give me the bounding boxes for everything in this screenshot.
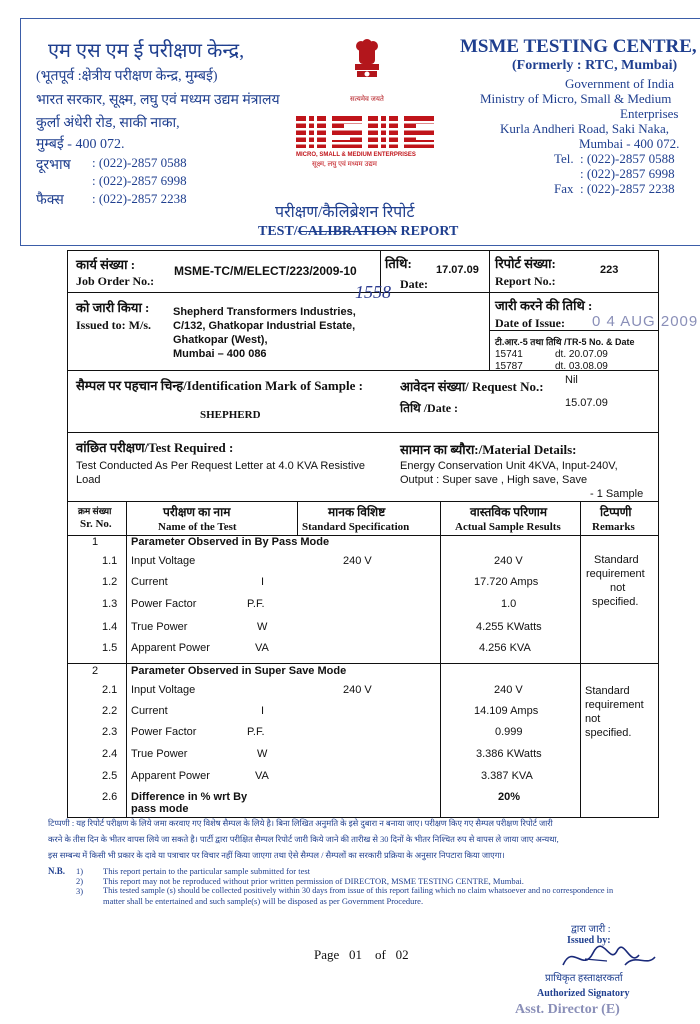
hindi-org-name: एम एस एम ई परीक्षण केन्द्र, (48, 40, 245, 62)
table-row-unit: VA (255, 642, 269, 654)
handwritten-number: 1558 (355, 282, 391, 302)
hindi-fax-label: फैक्स (36, 193, 64, 208)
table-row-result: 1.0 (501, 598, 517, 610)
hindi-phone-label: दूरभाष (36, 158, 71, 173)
table-row-name-cont: pass mode (131, 803, 189, 815)
hindi-phone-1: : (022)-2857 0588 (92, 155, 187, 170)
section-2-remark-3: not (585, 713, 601, 725)
table-row-result: 17.720 Amps (474, 576, 539, 588)
request-date-label: तिथि /Date : (400, 401, 459, 415)
english-govt: Government of India (565, 76, 675, 91)
english-address: Kurla Andheri Road, Saki Naka, (500, 121, 669, 136)
th-remarks-hi: टिप्पणी (600, 505, 632, 519)
th-spec-en: Standard Specification (302, 521, 410, 533)
request-label: आवेदन संख्या/ Request No.: (400, 379, 544, 394)
table-row-name: True Power (131, 621, 188, 633)
table-row-sr: 1.5 (102, 642, 118, 654)
hindi-ministry: भारत सरकार, सूक्ष्म, लघु एवं मध्यम उद्यम मंत्रालय (36, 93, 280, 108)
section-2-remark-4: specified. (585, 727, 632, 739)
table-row-sr: 2.5 (102, 770, 118, 782)
table-row-unit: P.F. (247, 726, 265, 738)
table-row-sr: 1.1 (102, 555, 118, 567)
table-row-name: Power Factor (131, 598, 197, 610)
tel-label: Tel. (554, 151, 574, 166)
table-row-sr: 2.2 (102, 705, 118, 717)
table-row-name: True Power (131, 748, 188, 760)
hindi-note-3: इस सम्बन्ध में किसी भी प्रकार के दावे या पत्राचार पर विचार नहीं किया जाएगा तथा ऐसे सैम्पल / सैम्पलों का सरकारी प्रक्रिया के अनुसार निपटारा किया जाएगा। (48, 851, 505, 860)
material-samples: - 1 Sample (590, 488, 644, 500)
th-sr-hi: क्रम संख्या (78, 506, 112, 516)
table-row-unit: I (261, 576, 265, 588)
designation-stamp: Asst. Director (E) (515, 1002, 620, 1017)
issued-to-line-1: Shepherd Transformers Industries, (173, 306, 356, 318)
table-row-unit: W (257, 748, 268, 760)
report-title-hindi: परीक्षण/कैलिब्रेशन रिपोर्ट (275, 204, 415, 221)
th-result-en: Actual Sample Results (455, 521, 561, 533)
tel-2: : (022)-2857 6998 (580, 166, 675, 181)
th-name-hi: परीक्षण का नाम (163, 505, 231, 519)
hindi-address: कुर्ला अंधेरी रोड, साकी नाका, (36, 116, 180, 131)
issued-label-hi: को जारी किया : (76, 300, 150, 315)
note-1-number: 1) (76, 866, 84, 876)
fax-en: : (022)-2857 2238 (580, 181, 675, 196)
issued-to-line-2: C/132, Ghatkopar Industrial Estate, (173, 320, 356, 332)
request-value: Nil (565, 374, 578, 386)
fax-label: Fax (554, 181, 574, 196)
material-text-2: Output : Super save , High save, Save (400, 474, 588, 486)
material-text-1: Energy Conservation Unit 4KVA, Input-240V, (400, 460, 618, 472)
table-row-spec: 240 V (343, 684, 372, 696)
table-row-name: Input Voltage (131, 555, 196, 567)
section-2-title: Parameter Observed in Super Save Mode (131, 665, 347, 677)
english-formerly: (Formerly : RTC, Mumbai) (512, 58, 678, 73)
test-required-text-1: Test Conducted As Per Request Letter at 4.0 KVA Resistive (76, 460, 366, 472)
request-date: 15.07.09 (565, 397, 608, 409)
section-1-remark-4: specified. (592, 596, 639, 608)
table-row-name: Current (131, 705, 168, 717)
hindi-city: मुम्बई - 400 072. (36, 137, 125, 152)
national-emblem-icon (346, 38, 388, 94)
table-row-sr: 1.4 (102, 621, 118, 633)
msme-logo-icon (296, 116, 434, 150)
page-indicator: Page 01 of 02 (314, 947, 409, 962)
report-title-en: TEST/CALIBRATION REPORT (258, 224, 459, 239)
tel-1: : (022)-2857 0588 (580, 151, 675, 166)
th-sr-en: Sr. No. (80, 518, 112, 530)
issue-date-label-hi: जारी करने की तिथि : (495, 298, 593, 313)
authorized-signatory-hi: प्राधिकृत हस्ताक्षरकर्ता (545, 973, 623, 984)
date-label-hi: तिथि: (385, 256, 412, 271)
table-row-result: 20% (498, 791, 521, 803)
tr-number-1: 15741 (495, 349, 523, 360)
table-row-result: 14.109 Amps (474, 705, 539, 717)
hindi-phone-2: : (022)-2857 6998 (92, 173, 187, 188)
english-enterprises: Enterprises (620, 106, 679, 121)
th-remarks-en: Remarks (592, 521, 635, 533)
job-order-number: MSME-TC/M/ELECT/223/2009-10 (174, 264, 357, 278)
material-label: सामान का ब्यौरा:/Material Details: (400, 442, 577, 457)
section-2-number: 2 (92, 665, 99, 677)
table-row-result: 3.387 KVA (481, 770, 533, 782)
issue-date-label-en: Date of Issue: (495, 316, 565, 330)
table-row-unit: VA (255, 770, 269, 782)
table-row-unit: W (257, 621, 268, 633)
note-2-text: This report may not be reproduced without prior written permission of DIRECTOR, MSME TESTING CENTRE, Mumbai. (103, 876, 524, 886)
th-result-hi: वास्तविक परिणाम (470, 505, 548, 519)
table-row-name: Apparent Power (131, 770, 210, 782)
hindi-note-1: टिप्पणी : यह रिपोर्ट परीक्षण के लिये जमा करवाए गए विशेष सैम्पल के लिये है। बिना लिखित अनुमति के इसे दुबारा न बनाया जाए। परीक्षण किए गए सैम्पल परीक्षण रिपोर्ट जारी (48, 819, 553, 828)
emblem-caption: सत्यमेव जयते (350, 95, 384, 103)
test-required-label: वांछित परीक्षण/Test Required : (76, 440, 234, 455)
section-1-remark-3: not (610, 582, 626, 594)
table-row-result: 3.386 KWatts (476, 748, 542, 760)
issue-date-stamp: 0 4 AUG 2009 (592, 313, 699, 330)
test-required-text-2: Load (76, 474, 101, 486)
table-row-name: Apparent Power (131, 642, 210, 654)
table-row-result: 0.999 (495, 726, 523, 738)
logo-caption-hi: सूक्ष्म, लघु एवं मध्यम उद्यम (312, 160, 377, 168)
th-name-en: Name of the Test (158, 521, 237, 533)
table-row-sr: 2.6 (102, 791, 118, 803)
table-row-result: 240 V (494, 555, 523, 567)
note-3-text-cont: matter shall be entertained and such sample(s) will be disposed as per Government Procedure. (103, 896, 424, 906)
report-label-en: Report No.: (495, 274, 556, 288)
job-label-hi: कार्य संख्या : (76, 257, 136, 272)
section-2-remark-2: requirement (585, 699, 644, 711)
hindi-formerly: (भूतपूर्व :क्षेत्रीय परीक्षण केन्द्र, मुम्बई) (36, 69, 218, 84)
hindi-note-2: करने के तीस दिन के भीतर वापस लिये जा सकते है। पार्टी द्वारा परीक्षित सैम्पल रिपोर्ट जारी किये जाने की तारीख से 30 दिनों के भीतर निश्चित रुप से वापस ले जाया जाए अन्यथा, (48, 835, 559, 844)
date-label-en: Date: (400, 277, 428, 291)
table-row-result: 4.256 KVA (479, 642, 531, 654)
authorized-signatory-en: Authorized Signatory (537, 988, 630, 999)
tr-number-2: 15787 (495, 361, 523, 372)
issued-by-hi: द्वारा जारी : (571, 924, 611, 935)
job-date: 17.07.09 (436, 264, 479, 276)
table-row-spec: 240 V (343, 555, 372, 567)
english-org-name: MSME TESTING CENTRE, (460, 36, 697, 57)
issued-to-line-4: Mumbai – 400 086 (173, 348, 267, 360)
table-row-sr: 2.1 (102, 684, 118, 696)
english-city: Mumbai - 400 072. (579, 136, 680, 151)
table-row-name: Input Voltage (131, 684, 196, 696)
table-row-sr: 1.2 (102, 576, 118, 588)
note-2-number: 2) (76, 876, 84, 886)
logo-caption-en: MICRO, SMALL & MEDIUM ENTERPRISES (296, 152, 416, 158)
th-spec-hi: मानक विशिष्ट (328, 505, 386, 519)
report-label-hi: रिपोर्ट संख्या: (495, 256, 556, 271)
table-row-unit: P.F. (247, 598, 265, 610)
identification-value: SHEPHERD (200, 409, 261, 421)
section-1-remark-1: Standard (594, 554, 639, 566)
identification-label: सैम्पल पर पहचान चिन्ह/Identification Mark of Sample : (76, 378, 363, 393)
section-1-remark-2: requirement (586, 568, 645, 580)
hindi-fax: : (022)-2857 2238 (92, 191, 187, 206)
note-3-text: This tested sample (s) should be collected positively within 30 days from issue of this report failing which no claim whatsoever and no correspondence in (103, 886, 614, 895)
tr-date-1: dt. 20.07.09 (555, 349, 608, 360)
table-row-name: Power Factor (131, 726, 197, 738)
issued-by-en: Issued by: (567, 935, 611, 946)
report-number: 223 (600, 264, 619, 276)
nb-label: N.B. (48, 866, 66, 876)
section-1-title: Parameter Observed in By Pass Mode (131, 536, 330, 548)
table-row-sr: 2.4 (102, 748, 118, 760)
note-1-text: This report pertain to the particular sample submitted for test (103, 866, 311, 876)
section-1-number: 1 (92, 536, 99, 548)
table-row-result: 240 V (494, 684, 523, 696)
issued-label-en: Issued to: M/s. (76, 318, 152, 332)
issued-to-line-3: Ghatkopar (West), (173, 334, 268, 346)
table-row-unit: I (261, 705, 265, 717)
table-row-name: Difference in % wrt By (131, 791, 248, 803)
note-3-number: 3) (76, 886, 84, 896)
table-row-sr: 1.3 (102, 598, 118, 610)
english-ministry: Ministry of Micro, Small & Medium (480, 91, 672, 106)
job-label-en: Job Order No.: (76, 274, 155, 288)
section-2-remark-1: Standard (585, 685, 630, 697)
table-row-result: 4.255 KWatts (476, 621, 542, 633)
table-row-sr: 2.3 (102, 726, 118, 738)
tr-date-2: dt. 03.08.09 (555, 361, 608, 372)
tr-label: टी.आर.-5 तथा तिथि /TR-5 No. & Date (495, 337, 635, 347)
table-row-name: Current (131, 576, 168, 588)
